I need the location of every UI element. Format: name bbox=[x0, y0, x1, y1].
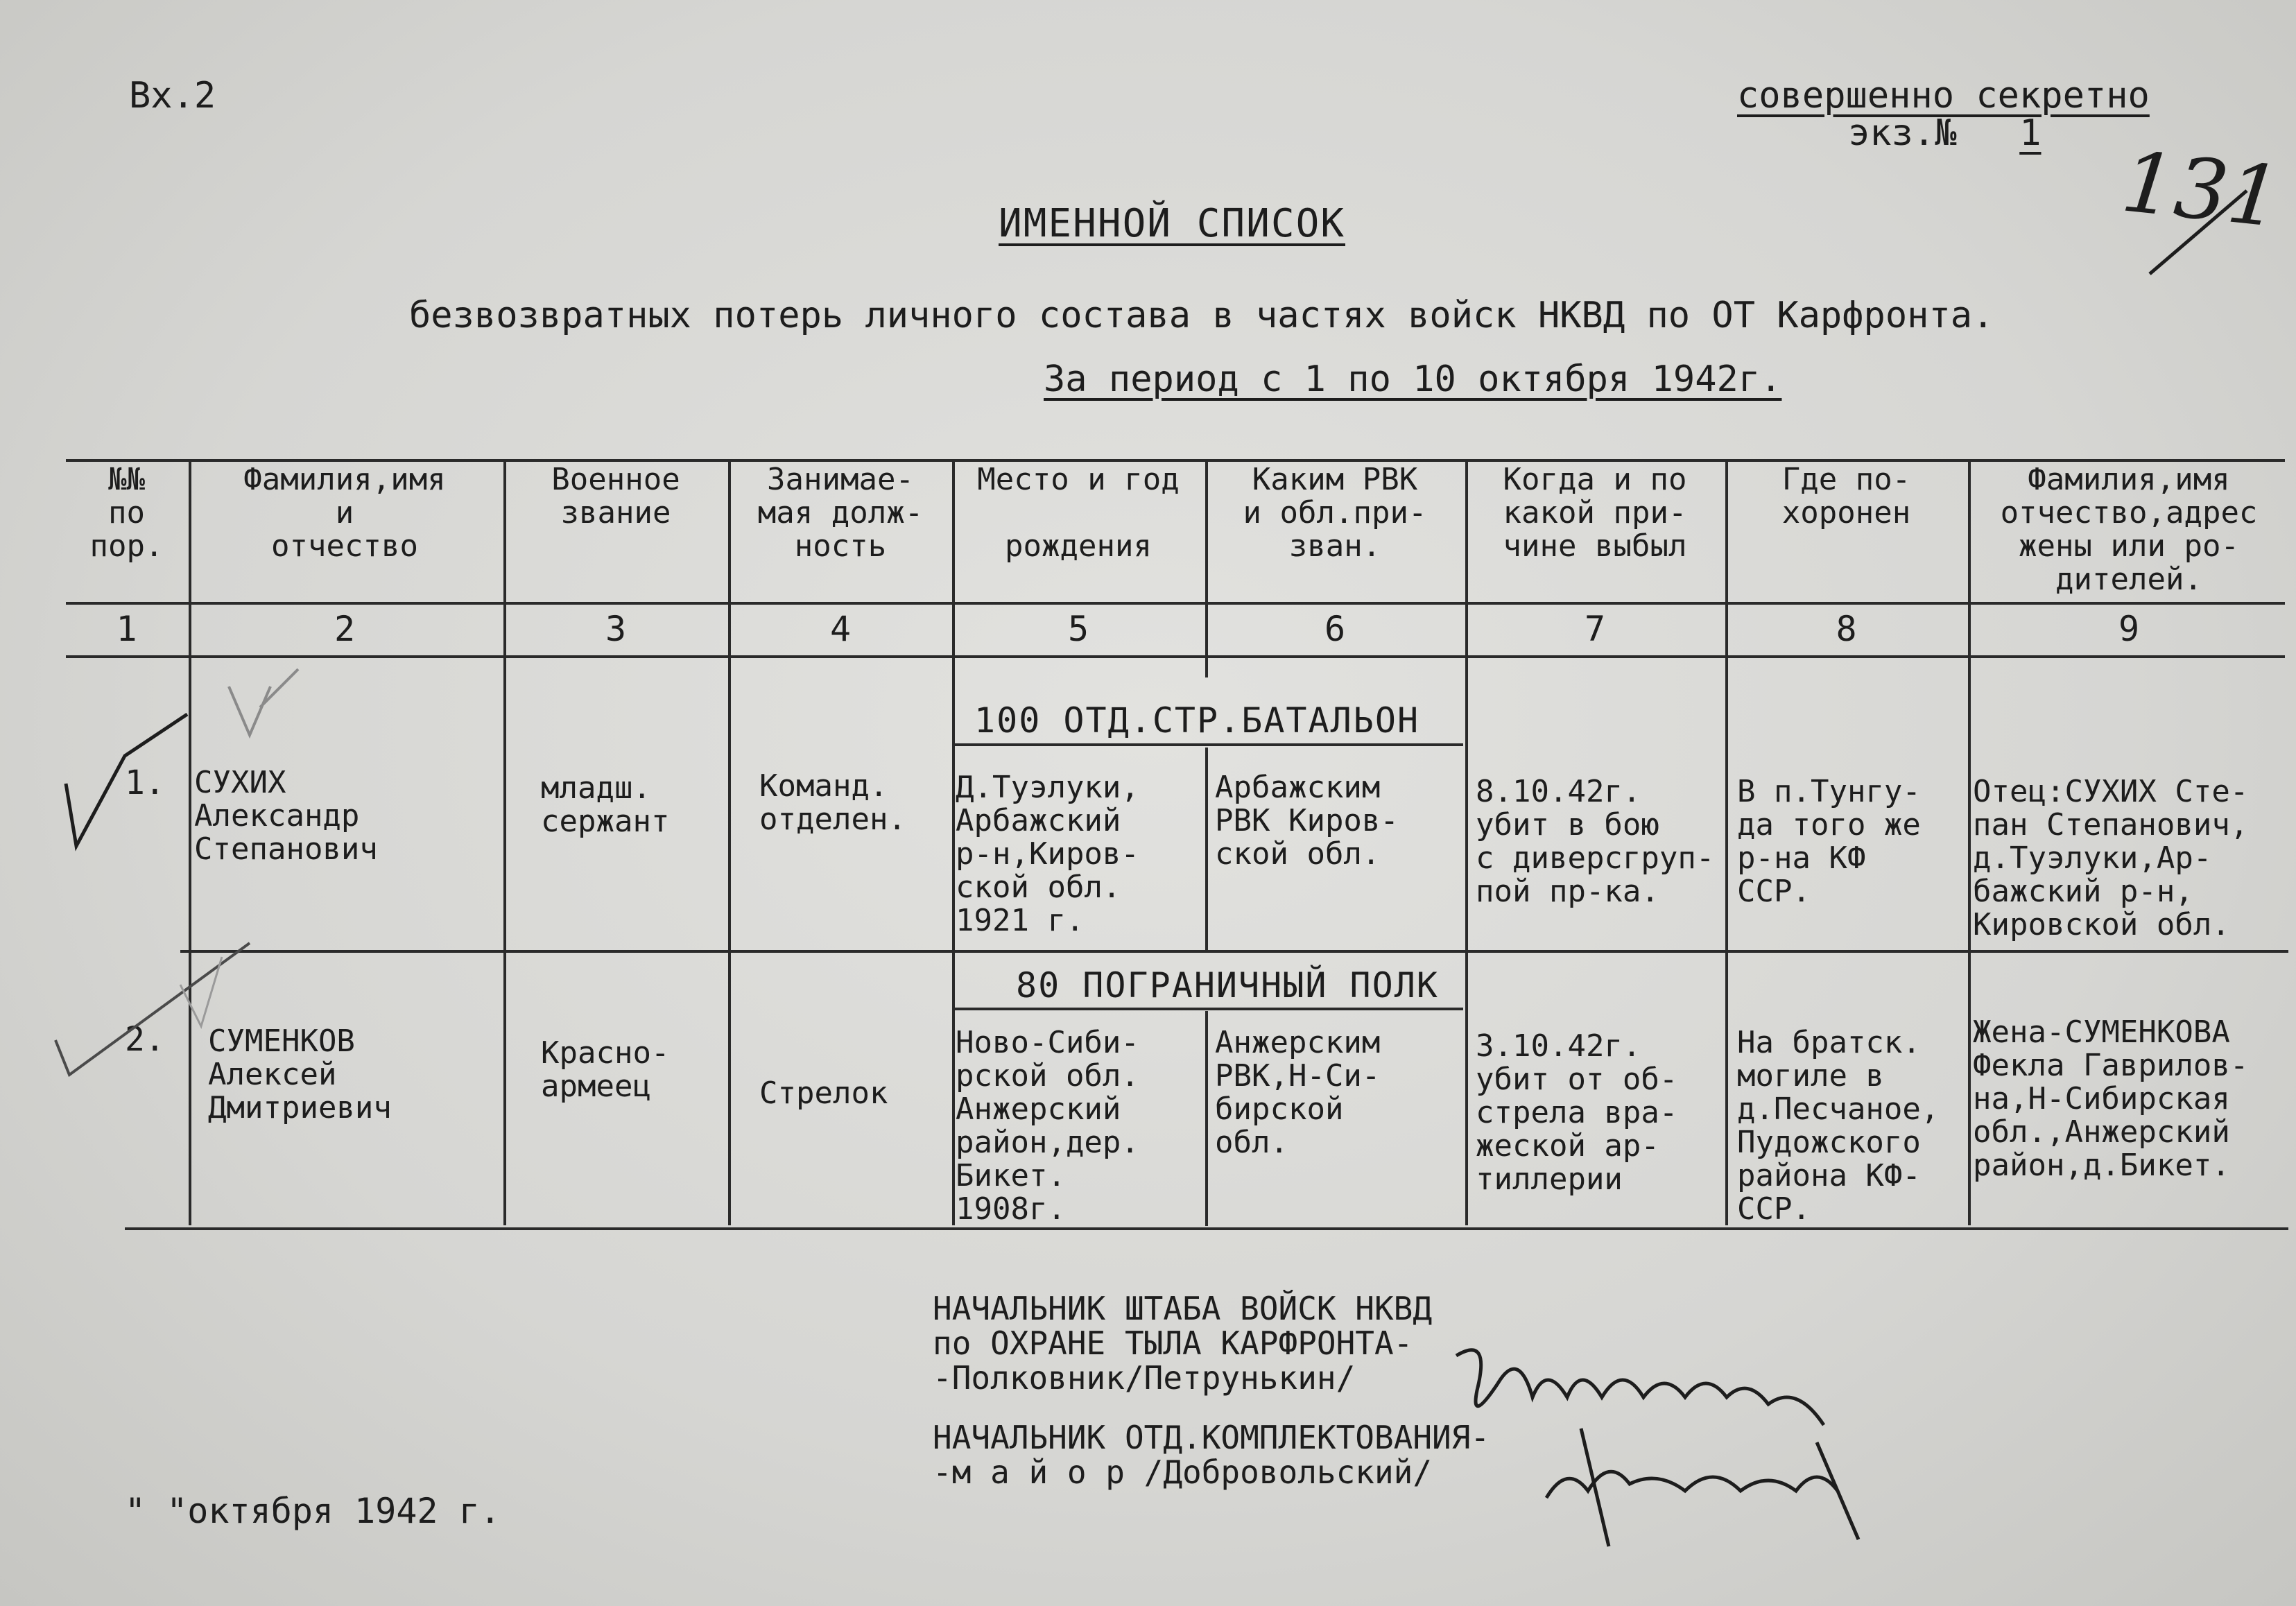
table-bottom-rule bbox=[125, 1227, 2288, 1230]
folio-number: 131 bbox=[2117, 134, 2286, 247]
column-number-2: 2 bbox=[334, 609, 356, 649]
column-rule-7 bbox=[1725, 459, 1728, 1225]
handwritten-signature-dobrovolsky bbox=[1526, 1415, 1872, 1553]
document-title: ИМЕННОЙ СПИСОК bbox=[999, 201, 1346, 246]
row-1-rvk: Арбажским РВК Киров- ской обл. bbox=[1215, 770, 1399, 872]
row-2-number: 2. bbox=[125, 1020, 165, 1059]
signature-block-recruitment-chief: НАЧАЛЬНИК ОТД.КОМПЛЕКТОВАНИЯ- -м а й о р /Добровольский/ bbox=[933, 1419, 1490, 1491]
column-rule-5c bbox=[1205, 1011, 1208, 1226]
row-2-rank: Красно- армеец bbox=[541, 1035, 670, 1104]
check-mark-icon bbox=[42, 929, 264, 1089]
row-1-when-why: 8.10.42г. убит в бою с диверсгруп- пой пр-ка. bbox=[1476, 774, 1715, 909]
header-bottom-rule bbox=[66, 602, 2285, 605]
header-col-9: Фамилия,имя отчество,адрес жены или ро- дителей. bbox=[2000, 462, 2258, 597]
report-period: За период с 1 по 10 октября 1942г. bbox=[1044, 359, 1782, 400]
row-2-rvk: Анжерским РВК,Н-Си- бирской обл. bbox=[1215, 1025, 1381, 1160]
row-1-bottom-rule bbox=[180, 950, 2288, 953]
header-col-6: Каким РВК и обл.при- зван. bbox=[1243, 462, 1427, 564]
header-col-7: Когда и по какой при- чине выбыл bbox=[1503, 462, 1687, 564]
column-rule-5 bbox=[1205, 459, 1208, 677]
row-1-birth: Д.Туэлуки, Арбажский р-н,Киров- ской обл. 1921 г. bbox=[956, 770, 1139, 938]
column-number-1: 1 bbox=[116, 609, 137, 649]
document-subtitle: безвозвратных потерь личного состава в частях войск НКВД по ОТ Карфронта. bbox=[409, 295, 1994, 336]
section-2-unit-rule bbox=[953, 1008, 1463, 1010]
header-col-1: №№ по пор. bbox=[89, 462, 164, 564]
unit-heading-2: 80 ПОГРАНИЧНЫЙ ПОЛК bbox=[1016, 965, 1439, 1005]
signature-block-chief-of-staff: НАЧАЛЬНИК ШТАБА ВОЙСК НКВД по ОХРАНЕ ТЫЛА КАРФРОНТА- -Полковник/Петрунькин/ bbox=[933, 1290, 1433, 1397]
row-1-name: СУХИХ Александр Степанович bbox=[194, 765, 378, 867]
column-number-7: 7 bbox=[1584, 609, 1606, 649]
column-rule-5b bbox=[1205, 748, 1208, 952]
check-mark-icon bbox=[49, 707, 229, 860]
header-col-8: Где по- хоронен bbox=[1781, 462, 1911, 530]
pencil-check-mark-icon bbox=[222, 666, 333, 742]
row-2-name: СУМЕНКОВ Алексей Дмитриевич bbox=[208, 1024, 392, 1125]
header-col-4: Занимае- мая долж- ность bbox=[757, 462, 924, 564]
header-col-3: Военное звание bbox=[551, 462, 680, 530]
header-col-5: Место и год рождения bbox=[977, 462, 1180, 564]
row-2-position: Стрелок bbox=[759, 1076, 888, 1111]
row-2-buried: На братск. могиле в д.Песчаное, Пудожского района КФ- ССР. bbox=[1737, 1025, 1940, 1227]
copy-number: 1 bbox=[2019, 112, 2042, 154]
header-col-2: Фамилия,имя и отчество bbox=[243, 462, 446, 564]
row-2-relatives: Жена-СУМЕНКОВА Фекла Гаврилов- на,Н-Сибирская обл.,Анжерский район,д.Бикет. bbox=[1973, 1014, 2249, 1183]
row-1-position: Команд. отделен. bbox=[759, 768, 906, 837]
column-number-3: 3 bbox=[605, 609, 627, 649]
document-reference: Вх.2 bbox=[129, 75, 216, 116]
column-number-8: 8 bbox=[1836, 609, 1857, 649]
row-1-buried: В п.Тунгу- да того же р-на КФ ССР. bbox=[1737, 774, 1921, 909]
row-2-when-why: 3.10.42г. убит от об- стрела вра- жеской ар- тиллерии bbox=[1476, 1028, 1678, 1197]
column-number-5: 5 bbox=[1067, 609, 1089, 649]
column-rule-6 bbox=[1465, 459, 1468, 1225]
column-rule-2 bbox=[503, 459, 506, 1225]
copy-label: экз.№ bbox=[1848, 112, 1957, 154]
numbers-bottom-rule bbox=[66, 655, 2285, 658]
copy-line bbox=[1848, 112, 2082, 154]
document-date: " "октября 1942 г. bbox=[125, 1491, 501, 1531]
row-1-relatives: Отец:СУХИХ Сте- пан Степанович, д.Туэлуки,Ар- бажский р-н, Кировской обл. bbox=[1973, 774, 2249, 942]
table-top-rule bbox=[66, 459, 2285, 462]
row-1-rank: младш. сержант bbox=[541, 770, 670, 839]
row-1-number: 1. bbox=[125, 763, 165, 802]
column-number-6: 6 bbox=[1324, 609, 1346, 649]
unit-heading-1: 100 ОТД.СТР.БАТАЛЬОН bbox=[974, 700, 1420, 741]
classification-stamp: совершенно секретно bbox=[1737, 75, 2150, 116]
column-number-9: 9 bbox=[2118, 609, 2140, 649]
column-rule-4 bbox=[952, 459, 955, 1225]
row-2-birth: Ново-Сиби- рской обл. Анжерский район,дер. Бикет. 1908г. bbox=[956, 1025, 1139, 1227]
column-number-4: 4 bbox=[829, 609, 852, 649]
column-rule-8 bbox=[1968, 459, 1971, 1225]
column-rule-3 bbox=[728, 459, 731, 1225]
section-1-unit-rule bbox=[953, 743, 1463, 746]
folio-slash-mark bbox=[2143, 184, 2254, 281]
